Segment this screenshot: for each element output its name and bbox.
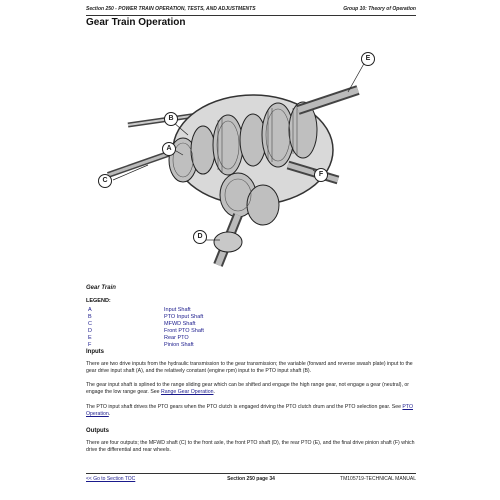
legend-key: B	[88, 314, 92, 320]
legend-value: Pinion Shaft	[164, 342, 194, 348]
page-title: Gear Train Operation	[86, 17, 186, 28]
legend-key: E	[88, 335, 92, 341]
legend-row	[86, 307, 416, 314]
callout-e: E	[361, 52, 375, 66]
callout-b: B	[164, 112, 178, 126]
legend-key: D	[88, 328, 92, 334]
inputs-paragraph-3-end: .	[108, 411, 111, 417]
legend-row	[86, 342, 416, 349]
legend-value: PTO Input Shaft	[164, 314, 204, 320]
legend-row	[86, 328, 416, 335]
footer-divider	[86, 473, 416, 474]
go-to-section-toc-link[interactable]: << Go to Section TOC	[86, 476, 136, 482]
callout-f: F	[314, 168, 328, 182]
inputs-heading: Inputs	[86, 349, 104, 355]
legend-key: C	[88, 321, 92, 327]
legend-value: Input Shaft	[164, 307, 191, 313]
inputs-paragraph-3-text: The PTO input shaft drives the PTO gears when the PTO clutch is engaged driving the PTO clutch drum and the PTO selection gear. See	[86, 404, 403, 410]
inputs-paragraph-2	[86, 382, 416, 396]
legend-key: F	[88, 342, 92, 348]
callout-d: D	[193, 230, 207, 244]
inputs-paragraph-1: There are two drive inputs from the hydraulic transmission to the gear transmission; the variable (forward and reverse swash plate) input to the gear drive input shaft (A), and the relatively constant (engine rpm) input to the PTO input shaft (B).	[86, 361, 413, 374]
figure-caption: Gear Train	[86, 285, 116, 291]
outputs-paragraph-1: There are four outputs; the MFWD shaft (C) to the front axle, the front PTO shaft (D), the rear PTO (E), and the final drive pinion shaft (F) which drive the differential and rear wheels.	[86, 440, 415, 453]
pto-operation-link[interactable]: PTO Operation	[86, 404, 413, 417]
legend-value: MFWD Shaft	[164, 321, 196, 327]
inputs-paragraph-3	[86, 404, 416, 418]
header-section: Section 250 - POWER TRAIN OPERATION, TESTS, AND ADJUSTMENTS	[86, 6, 256, 12]
legend-title: LEGEND:	[86, 298, 111, 304]
gear-train-illustration	[88, 30, 388, 280]
legend-row	[86, 314, 416, 321]
outputs-heading: Outputs	[86, 428, 109, 434]
legend-value: Rear PTO	[164, 335, 189, 341]
legend-row	[86, 321, 416, 328]
page-footer	[86, 476, 416, 486]
range-gear-operation-link[interactable]: Range Gear Operation	[161, 389, 214, 395]
footer-manual-id: TM105719-TECHNICAL MANUAL	[340, 476, 416, 482]
inputs-paragraph-2-end: .	[213, 389, 215, 395]
header-divider	[86, 15, 416, 16]
inputs-paragraph-2-text: The gear input shaft is splined to the range sliding gear which can be shifted and engage the high range gear, not engage a gear (neutral), or engage the low range gear. See	[86, 382, 409, 395]
footer-page-number: Section 250 page 34	[227, 476, 275, 482]
header-group: Group 10: Theory of Operation	[343, 6, 416, 12]
legend	[86, 298, 416, 349]
gear-train-drawing	[88, 30, 388, 280]
legend-row	[86, 335, 416, 342]
legend-value: Front PTO Shaft	[164, 328, 204, 334]
callout-c: C	[98, 174, 112, 188]
legend-key: A	[88, 307, 92, 313]
callout-a: A	[162, 142, 176, 156]
